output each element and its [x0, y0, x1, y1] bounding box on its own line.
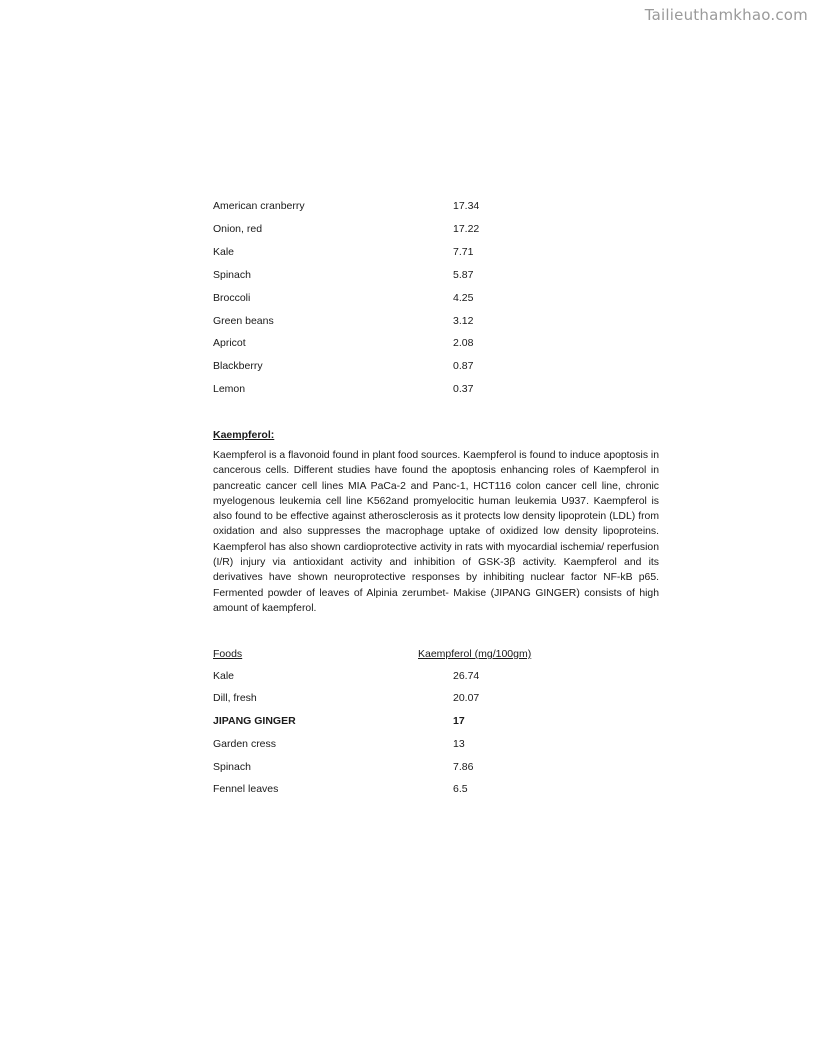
food-value: 17.22: [453, 223, 480, 235]
watermark-text: Tailieuthamkhao.com: [644, 6, 808, 24]
food-value: 7.86: [453, 761, 474, 773]
table-row: [213, 220, 673, 238]
table-row: [213, 357, 673, 375]
food-name: Kale: [213, 246, 235, 258]
food-value: 7.71: [453, 246, 474, 258]
table-row: [213, 243, 673, 261]
food-name: Kale: [213, 670, 235, 682]
table-row: [213, 689, 673, 707]
food-value: 20.07: [453, 692, 480, 704]
table-row: [213, 780, 673, 798]
food-value: 4.25: [453, 292, 474, 304]
food-name: Green beans: [213, 315, 274, 327]
table-row: [213, 667, 673, 685]
table-row: [213, 289, 673, 307]
food-name: Lemon: [213, 383, 246, 395]
food-name: Broccoli: [213, 292, 251, 304]
food-value: 2.08: [453, 337, 474, 349]
table-row: [213, 266, 673, 284]
food-name: Spinach: [213, 269, 251, 281]
food-name: Garden cress: [213, 738, 277, 750]
food-name: Onion, red: [213, 223, 263, 235]
column-header-foods: Foods: [213, 648, 243, 660]
table-row: [213, 735, 673, 753]
table-row-highlighted: [213, 712, 673, 730]
food-value: 17: [453, 715, 465, 727]
food-name: Dill, fresh: [213, 692, 257, 704]
food-value: 0.37: [453, 383, 474, 395]
food-name: Spinach: [213, 761, 251, 773]
table-row: [213, 380, 673, 398]
food-name: American cranberry: [213, 200, 305, 212]
section-paragraph: Kaempferol is a flavonoid found in plant food sources. Kaempferol is found to induce apoptosis in cancerous cells. Different studies have found the apoptosis enhancing roles of Kaempferol in pancreatic cancer cell lines MIA PaCa-2 and Panc-1, HCT116 colon cancer cell line, chronic myelogenous leukemia cell line K562and promyelocitic human leukemia U937. Kaempferol is also found to be effective against atherosclerosis as it protects low density lipoprotein (LDL) from oxidation and also suppresses the macrophage uptake of oxidized low density lipoproteins. Kaempferol has also shown cardioprotective activity in rats with myocardial ischemia/ reperfusion (I/R) injury via antioxidant activity and inhibition of GSK-3β activity. Kaempferol and its derivatives have shown neuroprotective responses by inhibiting nuclear factor NF-kB p65. Fermented powder of leaves of Alpinia zerumbet- Makise (JIPANG GINGER) consists of high amount of kaempferol.: [213, 450, 659, 614]
food-value: 6.5: [453, 783, 468, 795]
column-header-kaempferol: Kaempferol (mg/100gm): [418, 648, 532, 660]
food-name: JIPANG GINGER: [213, 715, 296, 727]
food-value: 26.74: [453, 670, 480, 682]
food-name: Blackberry: [213, 360, 263, 372]
food-value: 17.34: [453, 200, 480, 212]
food-value: 3.12: [453, 315, 474, 327]
table-row: [213, 758, 673, 776]
table-row: [213, 334, 673, 352]
table-row: [213, 197, 673, 215]
food-name: Apricot: [213, 337, 246, 349]
food-value: 13: [453, 738, 465, 750]
table-row: [213, 312, 673, 330]
section-heading: Kaempferol:: [213, 429, 275, 441]
food-name: Fennel leaves: [213, 783, 279, 795]
food-value: 5.87: [453, 269, 474, 281]
food-value: 0.87: [453, 360, 474, 372]
